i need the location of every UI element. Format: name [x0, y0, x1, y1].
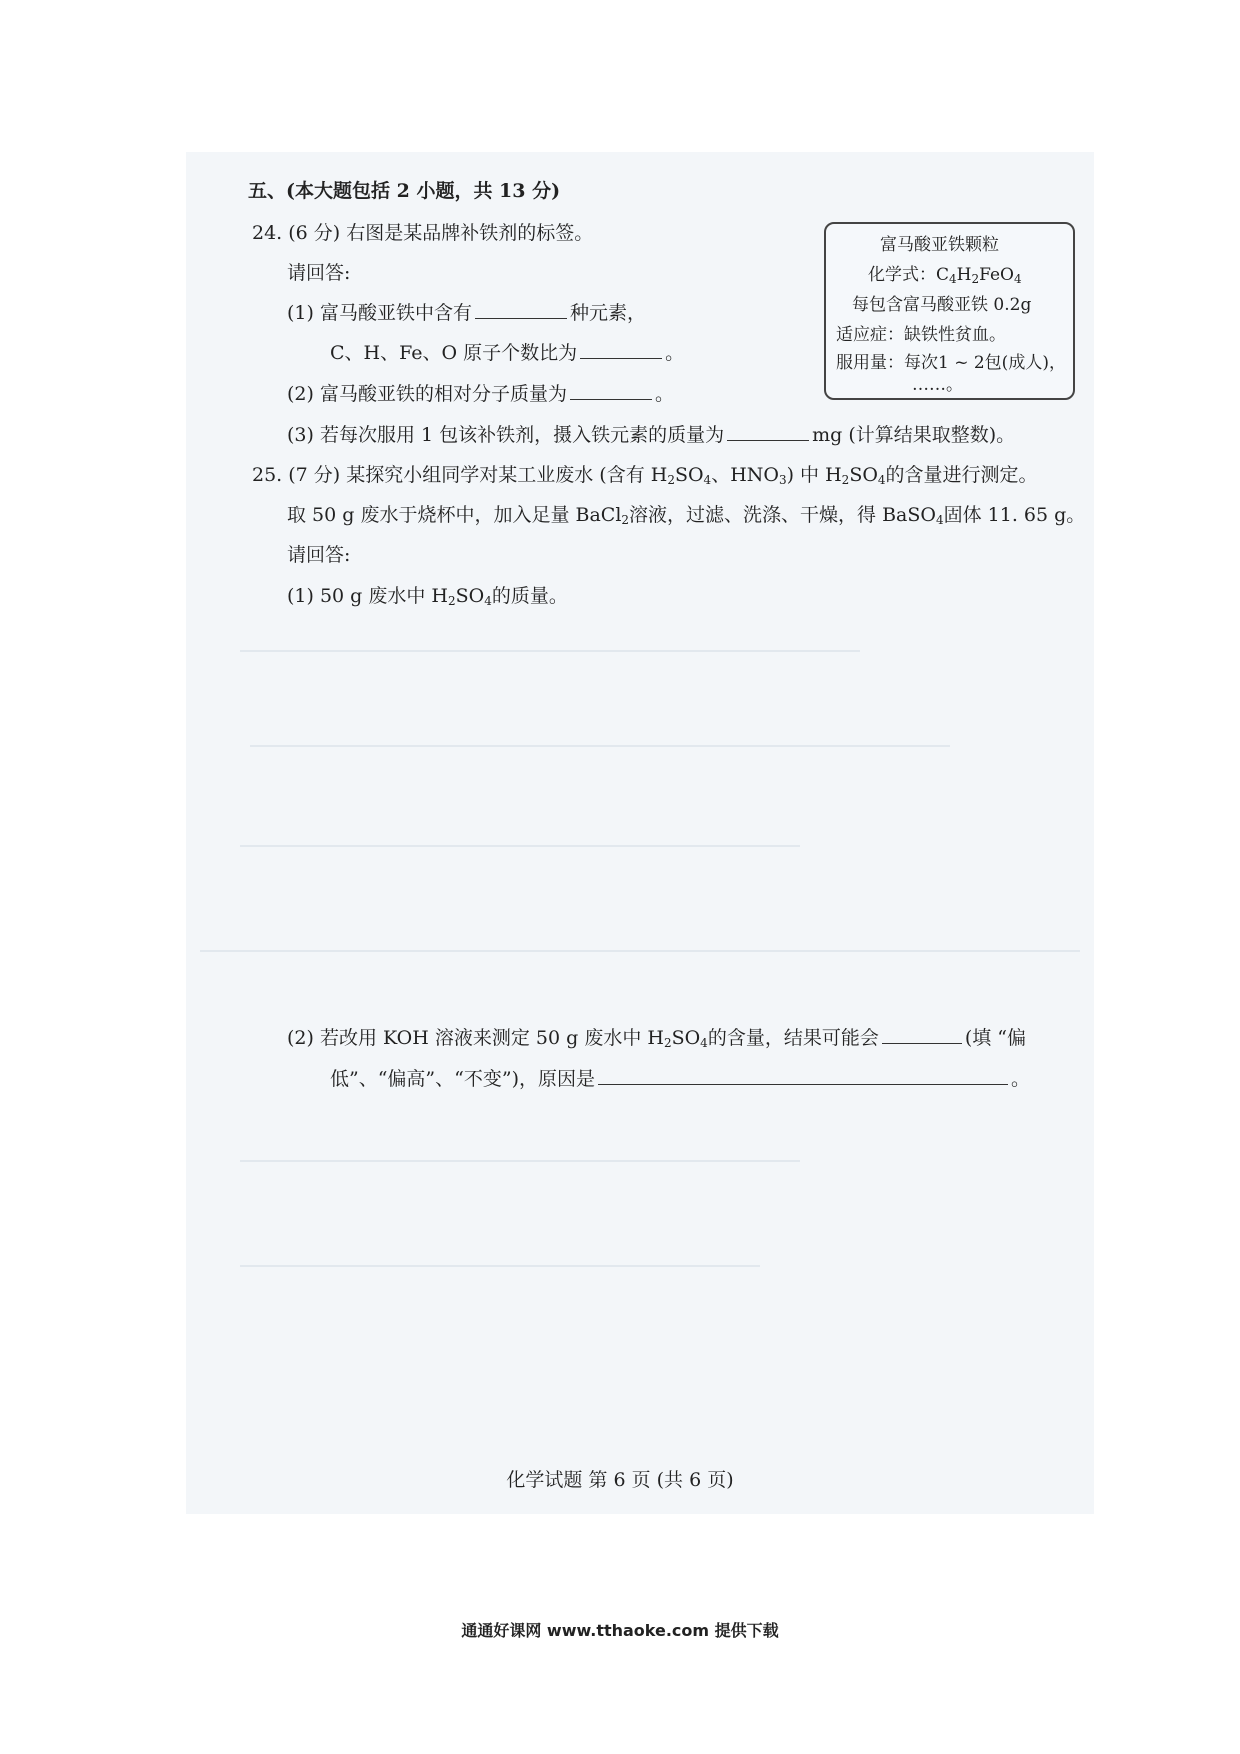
answer-blank[interactable]	[727, 422, 809, 441]
q25-part2-mid: 的含量，结果可能会	[707, 1027, 879, 1049]
q24-part3	[287, 422, 1015, 448]
formula-c: C	[936, 265, 950, 285]
q24-part2-end: 。	[654, 383, 674, 405]
q25-intro	[252, 462, 1038, 488]
q24-part2	[287, 381, 674, 407]
q24-ratio-end: 。	[665, 342, 685, 364]
formula-c-count: 4	[949, 272, 957, 286]
q25-intro-hno: 、HNO	[711, 464, 779, 486]
sub-3: 3	[778, 473, 787, 487]
q25-intro-end: 的含量进行测定。	[885, 464, 1038, 486]
formula-h: H	[956, 265, 972, 285]
q25-intro-text: 25. (7 分) 某探究小组同学对某工业废水 (含有 H	[252, 464, 668, 486]
q25-intro-h: ) 中 H	[786, 464, 842, 486]
q25-ask: 请回答:	[287, 544, 351, 566]
formula-h-count: 2	[971, 272, 980, 286]
sub-2: 2	[841, 473, 850, 487]
q24-part1-text: (1) 富马酸亚铁中含有	[287, 302, 472, 324]
scan-artifact	[240, 1160, 800, 1162]
q25-part2-reason	[330, 1066, 1030, 1092]
q25-procedure-mid: 溶液，过滤、洗涤、干燥，得 BaSO	[629, 504, 936, 526]
answer-blank[interactable]	[580, 340, 662, 359]
answer-blank[interactable]	[475, 300, 567, 319]
q24-intro: 24. (6 分) 右图是某品牌补铁剂的标签。	[252, 222, 594, 244]
q24-part2-text: (2) 富马酸亚铁的相对分子质量为	[287, 383, 567, 405]
formula-feo: FeO	[979, 265, 1014, 285]
q25-part1-end: 的质量。	[491, 585, 568, 607]
q25-part2	[287, 1025, 1026, 1051]
scan-artifact	[240, 845, 800, 847]
q25-part2-so: SO	[671, 1027, 701, 1049]
answer-blank[interactable]	[882, 1025, 962, 1044]
q25-part1	[287, 583, 568, 609]
label-indication: 适应症：缺铁性贫血。	[836, 325, 1006, 345]
answer-blank[interactable]	[598, 1066, 1008, 1085]
label-content: 每包含富马酸亚铁 0.2g	[852, 295, 1032, 315]
q24-part3-suffix: mg (计算结果取整数)。	[812, 424, 1016, 446]
answer-blank[interactable]	[570, 381, 652, 400]
q25-part2-text: (2) 若改用 KOH 溶液来测定 50 g 废水中 H	[287, 1027, 664, 1049]
q25-reason-text: 低”、“偏高”、“不变”)，原因是	[330, 1068, 595, 1090]
scan-artifact	[250, 745, 950, 747]
q25-procedure-end: 固体 11. 65 g。	[943, 504, 1086, 526]
q25-part1-so: SO	[455, 585, 485, 607]
section-title: 五、(本大题包括 2 小题，共 13 分)	[248, 180, 561, 202]
q24-part1-ratio	[330, 340, 684, 366]
label-formula	[868, 264, 1022, 286]
q24-part1-suffix: 种元素，	[569, 302, 646, 324]
q25-intro-so: SO	[674, 464, 704, 486]
q25-reason-end: 。	[1010, 1068, 1030, 1090]
sub-4: 4	[700, 1036, 708, 1050]
q25-procedure-text: 取 50 g 废水于烧杯中，加入足量 BaCl	[287, 504, 622, 526]
label-dosage: 服用量：每次1 ~ 2包(成人)，	[836, 353, 1066, 373]
label-title: 富马酸亚铁颗粒	[880, 235, 999, 255]
q25-procedure	[287, 502, 1085, 528]
sub-2: 2	[621, 513, 630, 527]
scan-artifact	[240, 1265, 760, 1267]
scan-artifact	[200, 950, 1080, 952]
sub-2: 2	[663, 1036, 672, 1050]
q24-ratio-text: C、H、Fe、O 原子个数比为	[330, 342, 578, 364]
product-label	[824, 222, 1075, 400]
sub-4: 4	[877, 473, 886, 487]
sub-2: 2	[667, 473, 675, 487]
formula-o-count: 4	[1014, 272, 1022, 286]
sub-2: 2	[447, 594, 456, 608]
sub-4: 4	[484, 594, 492, 608]
scan-artifact	[240, 650, 860, 652]
q25-intro-so: SO	[849, 464, 878, 486]
q25-part1-text: (1) 50 g 废水中 H	[287, 585, 448, 607]
page-number: 化学试题 第 6 页 (共 6 页)	[506, 1469, 734, 1491]
q25-part2-hint: (填 “偏	[964, 1027, 1026, 1049]
sub-4: 4	[935, 513, 944, 527]
download-credit: 通通好课网 www.tthaoke.com 提供下载	[461, 1621, 779, 1640]
label-more: ……。	[912, 375, 963, 395]
q24-part3-text: (3) 若每次服用 1 包该补铁剂，摄入铁元素的质量为	[287, 424, 725, 446]
q24-part1	[287, 300, 646, 326]
q24-ask: 请回答:	[287, 262, 351, 284]
sub-4: 4	[703, 473, 712, 487]
label-formula-prefix: 化学式：	[868, 265, 936, 285]
